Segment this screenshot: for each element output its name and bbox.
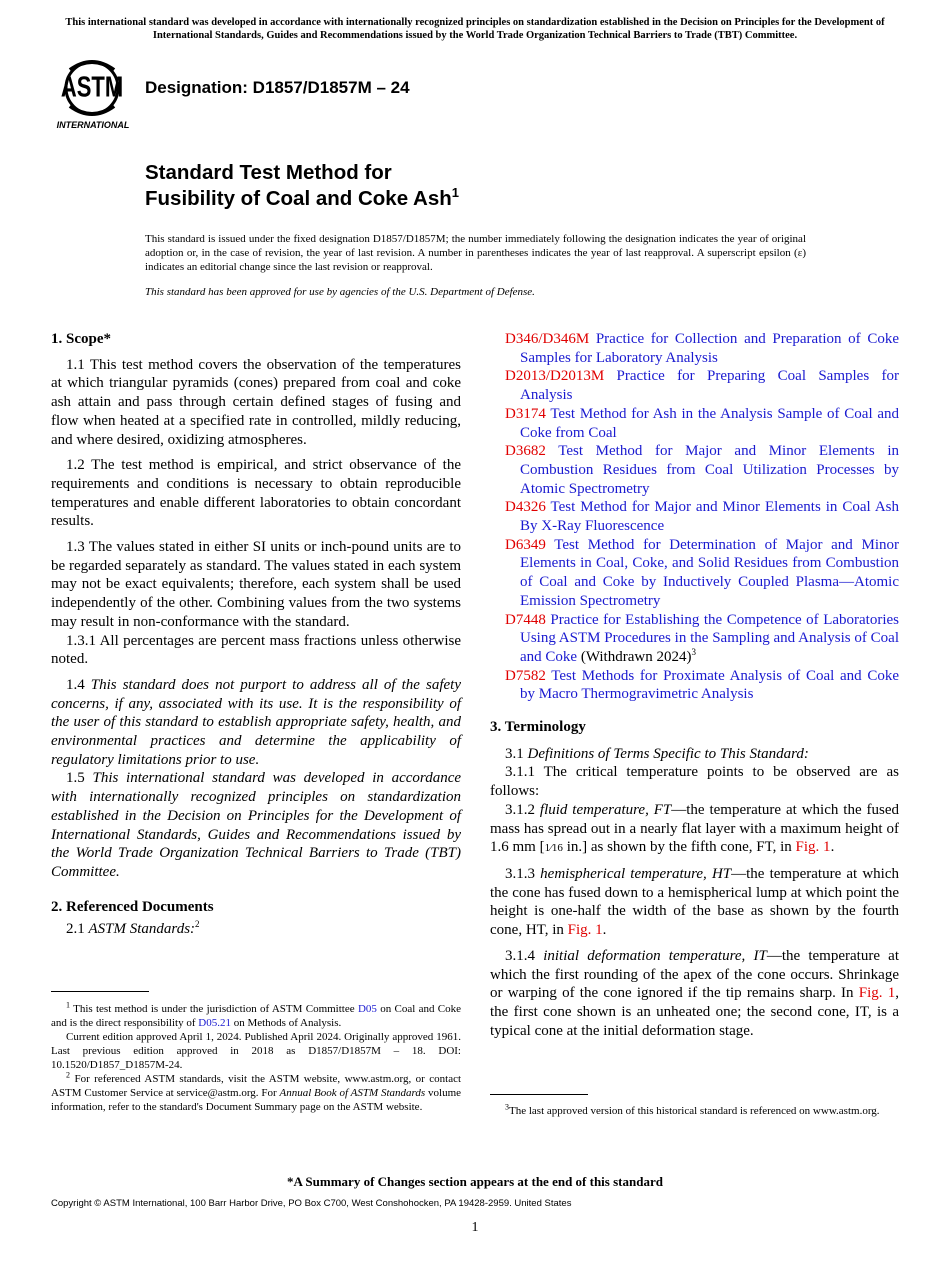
para-1-4-num: 1.4 <box>66 676 85 693</box>
para-3-1-4-text-b: , the first cone shown is an unheated one; the second cone, IT, is a typical cone at the initial deformation stage. <box>490 985 899 1039</box>
reference-title-link[interactable]: Practice for Collection and Preparation of Coke Samples for Laboratory Analysis <box>520 331 899 366</box>
reference-title-link[interactable]: Practice for Establishing the Competence of Laboratories Using ASTM Procedures in the Sampling and Analysis of Coal and Coke <box>520 611 899 665</box>
fn2-num: 2 <box>66 1070 70 1080</box>
para-1-5 <box>51 769 461 881</box>
section-2-heading: 2. Referenced Documents <box>51 898 214 915</box>
fig-1-link[interactable]: Fig. 1 <box>567 922 603 939</box>
logo-letters: ASTM <box>60 71 124 104</box>
reference-footnote-mark: 3 <box>691 646 696 657</box>
para-3-1-4-text-a: —the temperature at which the first rounding of the apex of the cone occurs. Shrinkage or warping of the cone ignored if the tip remains sharp. In <box>490 947 900 1002</box>
reference-item <box>505 611 899 667</box>
reference-item <box>505 498 899 535</box>
reference-title-link[interactable]: Test Method for Determination of Major and Minor Elements in Coal, Coke, and Solid Residues from Combustion of Coal and Coke by Inductively Coupled Plasma—Atomic Emission Spectrometry <box>520 536 899 609</box>
footnotes-left <box>51 1002 461 1114</box>
para-3-1-1: 3.1.1 The critical temperature points to be observed are as follows: <box>490 764 899 800</box>
reference-item <box>505 536 899 611</box>
logo-subtext: INTERNATIONAL <box>56 120 130 130</box>
fig-1-link[interactable]: Fig. 1 <box>858 985 896 1002</box>
reference-note: (Withdrawn 2024) <box>580 648 692 665</box>
reference-code-link[interactable]: D2013/D2013M <box>505 368 605 385</box>
para-2-1-num: 2.1 <box>66 921 85 938</box>
reference-title-link[interactable]: Test Methods for Proximate Analysis of Coal and Coke by Macro Thermogravimetric Analysis <box>520 667 899 703</box>
para-2-1 <box>51 920 461 939</box>
para-3-1-3-num: 3.1.3 <box>505 865 535 882</box>
reference-item <box>505 667 899 704</box>
para-3-1-3: 3.1.3 hemispherical temperature, HT—the temperature at which the cone has fused down to a hemispherical lump at which point the height is one-half the width of the base as shown by the fourth cone, HT, in Fig. 1. <box>490 865 900 939</box>
reference-title-link[interactable]: Test Method for Major and Minor Elements in Combustion Residues from Coal Utilization Processes by Atomic Spectrometry <box>520 443 900 497</box>
para-1-4-text: This standard does not purport to address all of the safety concerns, if any, associated with its use. It is the responsibility of the user of this standard to establish appropriate safety, health, and environmental practices and determine the applicability of regulatory limitations prior to use. <box>51 676 461 768</box>
footnote-1 <box>51 1002 461 1030</box>
page-number: 1 <box>471 1220 479 1235</box>
title-line-1: Standard Test Method for <box>145 161 392 184</box>
term-initial-deformation-temperature: initial deformation temperature, IT <box>543 947 767 964</box>
para-1-3-1: 1.3.1 All percentages are percent mass fractions unless otherwise noted. <box>51 632 461 668</box>
summary-of-changes-note: *A Summary of Changes section appears at the end of this standard <box>287 1174 663 1189</box>
para-3-1-2-num: 3.1.2 <box>505 801 535 818</box>
reference-code-link[interactable]: D7582 <box>505 667 546 684</box>
reference-item <box>505 442 899 498</box>
fn2-text-b: volume information, refer to the standard's Document Summary page on the ASTM website. <box>51 1087 462 1113</box>
section-3-heading: 3. Terminology <box>490 719 586 736</box>
fn1-text-b: on Coal and Coke and is the direct responsibility of <box>51 1003 461 1029</box>
fn2-text-a: For referenced ASTM standards, visit the ASTM website, www.astm.org, or contact ASTM Customer Service at service@astm.org. For <box>51 1073 462 1099</box>
para-1-3: 1.3 The values stated in either SI units or inch-pound units are to be regarded separately as standard. The values stated in each system may not be exact equivalents; therefore, each system shall be used independently of the other. Combining values from the two systems may result in non-conformance with the standard. <box>51 539 461 630</box>
reference-list <box>505 330 899 704</box>
reference-code-link[interactable]: D4326 <box>505 499 546 516</box>
reference-item <box>505 330 899 367</box>
footnote-rule-right <box>490 1094 588 1095</box>
reference-title-link[interactable]: Practice for Preparing Coal Samples for Analysis <box>520 368 899 404</box>
para-2-1-text: ASTM Standards: <box>88 921 196 938</box>
para-3-1-4 <box>490 947 899 1041</box>
left-column <box>51 330 461 939</box>
reference-code-link[interactable]: D346/D346M <box>505 331 590 347</box>
fn1-num: 1 <box>66 1000 70 1010</box>
footnote-3 <box>490 1104 899 1118</box>
para-1-5-num: 1.5 <box>66 770 85 787</box>
right-column <box>490 330 899 1040</box>
para-3-1-2: 3.1.2 fluid temperature, FT—the temperature at which the fused mass has spread out in a nearly flat layer with a maximum height of 1.6 mm [1⁄16 in.] as shown by the fifth cone, FT, in Fig. 1. <box>490 801 899 856</box>
para-1-2: 1.2 The test method is empirical, and strict observance of the requirements and conditions is necessary to obtain reproducible temperatures and enable different laboratories to obtain concordant results. <box>51 457 461 530</box>
astm-logo <box>52 56 134 132</box>
footnote-2 <box>51 1072 461 1114</box>
term-fluid-temperature: fluid temperature, FT <box>539 801 672 818</box>
footnote-rule-left <box>51 991 149 992</box>
para-3-1-4-num: 3.1.4 <box>505 947 535 964</box>
reference-item <box>505 405 899 442</box>
reference-title-link[interactable]: Test Method for Ash in the Analysis Sample of Coal and Coke from Coal <box>520 405 899 441</box>
para-2-1-sup: 2 <box>195 919 200 930</box>
section-1-heading: 1. Scope* <box>51 331 111 347</box>
fn2-text-italic: Annual Book of ASTM Standards <box>279 1087 426 1099</box>
reference-item <box>505 367 899 404</box>
designation: Designation: D1857/D1857M – 24 <box>145 78 410 97</box>
page-title <box>145 160 459 212</box>
astm-logo-mark <box>52 56 134 132</box>
para-1-4 <box>51 676 461 770</box>
reference-code-link[interactable]: D3682 <box>505 443 546 460</box>
para-3-1-2-text-a: —the temperature at which the fused mass has spread out in a nearly flat layer with a maximum height of 1.6 mm [ <box>490 801 899 856</box>
title-line-2-text: Fusibility of Coal and Coke Ash <box>145 187 452 210</box>
para-1-5-text: This international standard was developed in accordance with internationally recognized principles on standardization established in the Decision on Principles for the Development of International Standards, Guides and Recommendations issued by the World Trade Organization Technical Barriers to Trade (TBT) Committee. <box>51 770 462 880</box>
para-3-1-2-text-b: in.] as shown by the fifth cone, FT, in <box>562 839 792 856</box>
reference-code-link[interactable]: D3174 <box>505 405 546 422</box>
link-d05-21[interactable]: D05.21 <box>198 1017 231 1029</box>
para-3-1-num: 3.1 <box>505 745 524 762</box>
reference-code-link[interactable]: D6349 <box>505 536 546 553</box>
reference-code-link[interactable]: D7448 <box>505 611 546 628</box>
para-1-1: 1.1 This test method covers the observation of the temperatures at which triangular pyramids (cones) prepared from coal and coke ash attain and pass through certain defined stages of fusing and flow when heated at a specified rate in controlled, mildly reducing, and where desired, oxidizing atmospheres. <box>51 356 461 448</box>
term-hemispherical-temperature: hemispherical temperature, HT <box>540 865 732 882</box>
tbt-notice: This international standard was developed in accordance with internationally recognized principles on standardization established in the Decision on Principles for the Development of International Standards, Guides and Recommendations issued by the World Trade Organization Technical Barriers to Trade (TBT) Committee. <box>65 17 885 41</box>
fn1-text-a: This test method is under the jurisdiction of ASTM Committee <box>73 1003 355 1015</box>
fn3-text: The last approved version of this historical standard is referenced on www.astm.org. <box>509 1105 880 1117</box>
para-3-1 <box>490 745 899 764</box>
fn1-text-c: on Methods of Analysis. <box>233 1017 342 1029</box>
para-3-1-text: Definitions of Terms Specific to This Standard: <box>527 745 809 762</box>
issue-statement: This standard is issued under the fixed designation D1857/D1857M; the number immediately following the designation indicates the year of original adoption or, in the case of revision, the year of last revision. A number in parentheses indicates the year of last reapproval. A superscript epsilon (ε) indicates an editorial change since the last revision or reapproval. <box>145 233 806 274</box>
fn3-num: 3 <box>505 1102 509 1112</box>
fig-1-link[interactable]: Fig. 1 <box>795 839 831 856</box>
para-3-1-3-text: —the temperature at which the cone has fused down to a hemispherical lump at which point the height is one-half the width of the base as shown by the fourth cone, HT, in <box>490 865 900 939</box>
link-d05[interactable]: D05 <box>357 1003 377 1015</box>
footnote-right <box>490 1104 899 1118</box>
title-line-2 <box>145 186 459 212</box>
fraction-1-16: 1⁄16 <box>544 842 563 855</box>
dod-statement: This standard has been approved for use by agencies of the U.S. Department of Defense. <box>145 286 535 298</box>
copyright-line: Copyright © ASTM International, 100 Barr Harbor Drive, PO Box C700, West Conshohocken, PA 19428-2959. United States <box>51 1198 572 1209</box>
title-footnote-mark: 1 <box>451 185 460 201</box>
footnote-1-edition: Current edition approved April 1, 2024. Published April 2024. Originally approved 1961. Last previous edition approved in 2018 as D1857/D1857M – 18. DOI: 10.1520/D1857_D1857M-24. <box>51 1031 461 1071</box>
reference-title-link[interactable]: Test Method for Major and Minor Elements in Coal Ash By X-Ray Fluorescence <box>520 499 899 535</box>
